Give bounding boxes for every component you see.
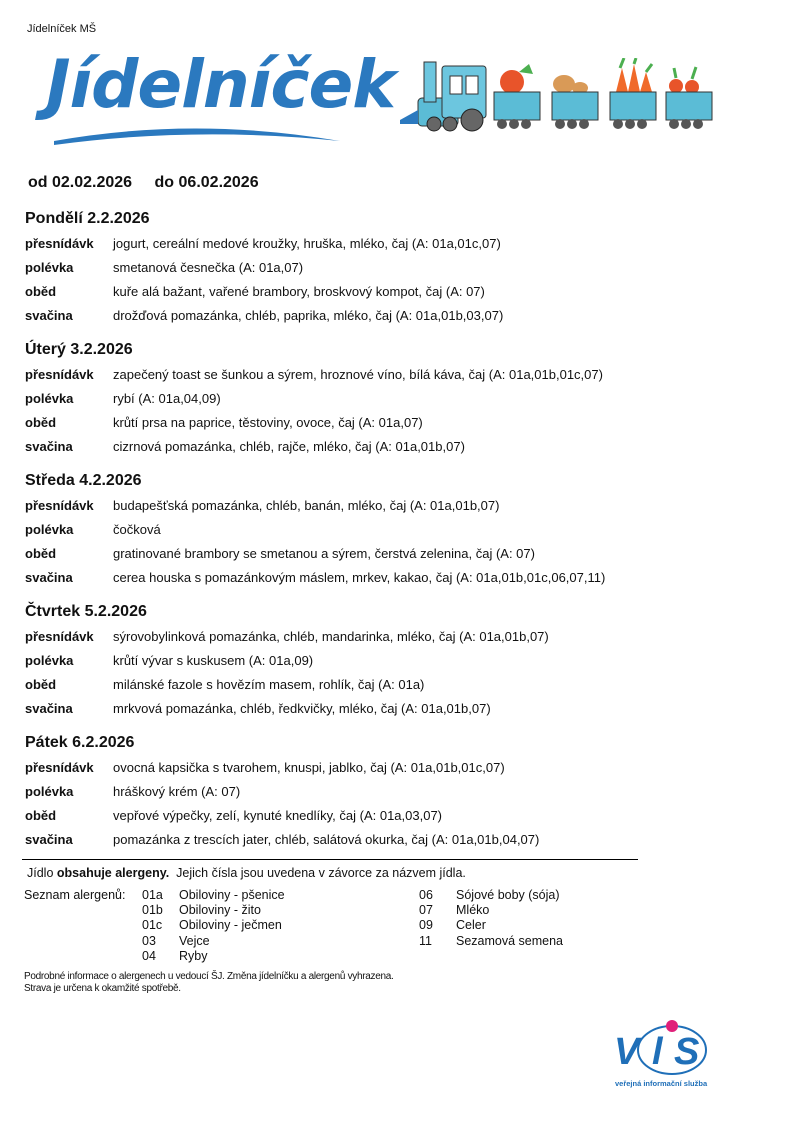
allergen-name: Vejce — [179, 933, 210, 948]
meal-label: polévka — [25, 522, 74, 537]
allergen-name: Sezamová semena — [456, 933, 564, 948]
meal-label: svačina — [25, 701, 73, 716]
allergen-code: 11 — [419, 933, 432, 948]
meal-row — [25, 625, 645, 649]
meal-row — [25, 697, 645, 721]
meal-row — [25, 649, 645, 673]
meal-text: krůtí vývar s kuskusem (A: 01a,09) — [113, 653, 314, 668]
meal-text: cizrnová pomazánka, chléb, rajče, mléko, čaj (A: 01a,01b,07) — [113, 439, 465, 454]
day-heading: Úterý 3.2.2026 — [25, 341, 133, 358]
meal-text: jogurt, cereální medové kroužky, hruška, mléko, čaj (A: 01a,01c,07) — [113, 236, 501, 251]
meal-row — [25, 804, 645, 828]
meal-row — [25, 673, 645, 697]
meal-label: oběd — [25, 808, 57, 823]
jidelnicek-logo — [44, 46, 396, 151]
allergen-item — [142, 888, 285, 903]
meal-text: krůtí prsa na paprice, těstoviny, ovoce, čaj (A: 01a,07) — [113, 415, 423, 430]
meal-label: oběd — [25, 284, 57, 299]
allergen-item — [142, 918, 282, 933]
document-title: Jídelníček MŠ — [27, 23, 97, 35]
allergen-item — [142, 934, 210, 949]
period-to: do 06.02.2026 — [154, 174, 259, 191]
meal-text: zapečený toast se šunkou a sýrem, hroznové víno, bílá káva, čaj (A: 01a,01b,01c,07) — [113, 367, 603, 382]
meal-row — [25, 566, 645, 590]
meal-text: čočková — [113, 522, 161, 537]
day-heading: Pátek 6.2.2026 — [25, 734, 135, 751]
meal-row — [25, 411, 645, 435]
meal-text: gratinované brambory se smetanou a sýrem, čerstvá zelenina, čaj (A: 07) — [113, 546, 535, 561]
allergen-name: Obiloviny - ječmen — [179, 918, 282, 933]
menu-days — [25, 206, 645, 861]
meal-label: svačina — [25, 570, 73, 585]
locomotive — [400, 62, 486, 131]
meal-label: přesnídávk — [25, 236, 94, 251]
note-prefix: Jídlo — [27, 866, 54, 880]
vis-tagline: veřejná informační služba — [615, 1079, 708, 1088]
wagon-tomato — [494, 64, 540, 129]
footer-line-1: Podrobné informace o alergenech u vedoucí ŠJ. Změna jídelníčku a alergenů vyhrazena. — [24, 971, 394, 982]
meal-text: vepřové výpečky, zelí, kynuté knedlíky, čaj (A: 01a,03,07) — [113, 808, 443, 823]
meal-row — [25, 232, 645, 256]
allergen-name: Mléko — [456, 903, 490, 918]
meal-label: polévka — [25, 260, 74, 275]
allergen-code: 06 — [419, 888, 433, 902]
note-bold: obsahuje alergeny. — [56, 866, 170, 880]
meal-label: polévka — [25, 784, 74, 799]
allergen-code: 03 — [142, 933, 156, 948]
day-heading: Čtvrtek 5.2.2026 — [25, 603, 147, 620]
allergen-code: 09 — [419, 918, 433, 933]
meal-row — [25, 387, 645, 411]
wagon-mushrooms — [552, 75, 598, 129]
meal-row — [25, 304, 645, 328]
day-heading: Pondělí 2.2.2026 — [25, 210, 150, 227]
meal-label: přesnídávk — [25, 760, 94, 775]
allergen-name: Obiloviny - žito — [179, 903, 261, 918]
meal-text: budapešťská pomazánka, chléb, banán, mléko, čaj (A: 01a,01b,07) — [113, 498, 500, 513]
day-section — [25, 206, 645, 328]
meal-label: přesnídávk — [25, 367, 94, 382]
allergen-item — [419, 888, 560, 903]
logo-text: Jídelníček — [46, 46, 396, 123]
meal-text: sýrovobylinková pomazánka, chléb, mandarinka, mléko, čaj (A: 01a,01b,07) — [113, 629, 549, 644]
meal-text: pomazánka z trescích jater, chléb, salátová okurka, čaj (A: 01a,01b,04,07) — [113, 832, 540, 847]
allergen-item — [419, 918, 486, 933]
allergen-code: 04 — [142, 948, 156, 963]
divider — [22, 859, 638, 860]
allergen-item — [142, 903, 261, 918]
meal-label: svačina — [25, 832, 73, 847]
day-section — [25, 468, 645, 590]
meal-row — [25, 542, 645, 566]
meal-text: hráškový krém (A: 07) — [113, 784, 241, 799]
footer-line-2: Strava je určena k okamžité spotřebě. — [24, 983, 181, 994]
meal-label: oběd — [25, 546, 57, 561]
day-section — [25, 337, 645, 459]
meal-text: drožďová pomazánka, chléb, paprika, mléko, čaj (A: 01a,01b,03,07) — [113, 308, 504, 323]
meal-text: cerea houska s pomazánkovým máslem, mrkev, kakao, čaj (A: 01a,01b,01c,06,07,11) — [113, 570, 606, 585]
meal-row — [25, 280, 645, 304]
meal-text: kuře alá bažant, vařené brambory, broskvový kompot, čaj (A: 07) — [113, 284, 485, 299]
wagon-carrots — [610, 58, 656, 129]
allergen-list-label: Seznam alergenů: — [24, 888, 126, 902]
allergen-code: 01a — [142, 888, 163, 902]
svg-text:S: S — [674, 1031, 700, 1073]
meal-label: svačina — [25, 439, 73, 454]
allergen-item — [142, 949, 207, 964]
meal-row — [25, 756, 645, 780]
svg-text:V: V — [614, 1031, 640, 1073]
meal-label: polévka — [25, 391, 74, 406]
allergen-code: 07 — [419, 903, 433, 918]
allergen-note — [27, 866, 466, 880]
meal-row — [25, 256, 645, 280]
wagon-radishes — [666, 67, 712, 129]
meal-label: polévka — [25, 653, 74, 668]
vis-logo — [612, 1016, 722, 1091]
meal-row — [25, 435, 645, 459]
note-rest: Jejich čísla jsou uvedena v závorce za názvem jídla. — [176, 866, 466, 880]
meal-row — [25, 494, 645, 518]
meal-text: rybí (A: 01a,04,09) — [113, 391, 221, 406]
allergen-name: Celer — [456, 918, 486, 933]
allergen-name: Ryby — [179, 948, 208, 963]
meal-text: milánské fazole s hovězím masem, rohlík, čaj (A: 01a) — [113, 677, 425, 692]
meal-label: svačina — [25, 308, 73, 323]
logo-swoosh — [44, 46, 344, 151]
allergen-code: 01c — [142, 918, 163, 933]
meal-row — [25, 363, 645, 387]
day-section — [25, 730, 645, 852]
day-heading: Středa 4.2.2026 — [25, 472, 142, 489]
meal-text: mrkvová pomazánka, chléb, ředkvičky, mléko, čaj (A: 01a,01b,07) — [113, 701, 491, 716]
meal-row — [25, 780, 645, 804]
allergen-name: Sójové boby (sója) — [456, 888, 560, 902]
meal-label: oběd — [25, 415, 57, 430]
allergen-item — [419, 934, 563, 949]
allergen-name: Obiloviny - pšenice — [179, 888, 285, 902]
meal-label: přesnídávk — [25, 498, 94, 513]
allergen-code: 01b — [142, 903, 163, 918]
footer-note — [24, 971, 393, 995]
allergen-item — [419, 903, 489, 918]
meal-row — [25, 828, 645, 852]
svg-text:l: l — [652, 1031, 663, 1073]
meal-label: oběd — [25, 677, 57, 692]
day-section — [25, 599, 645, 721]
menu-period — [28, 174, 277, 192]
meal-label: přesnídávk — [25, 629, 94, 644]
meal-row — [25, 518, 645, 542]
period-from: od 02.02.2026 — [28, 174, 133, 191]
meal-text: smetanová česnečka (A: 01a,07) — [113, 260, 304, 275]
train-illustration — [394, 58, 724, 133]
meal-text: ovocná kapsička s tvarohem, knuspi, jablko, čaj (A: 01a,01b,01c,07) — [113, 760, 505, 775]
